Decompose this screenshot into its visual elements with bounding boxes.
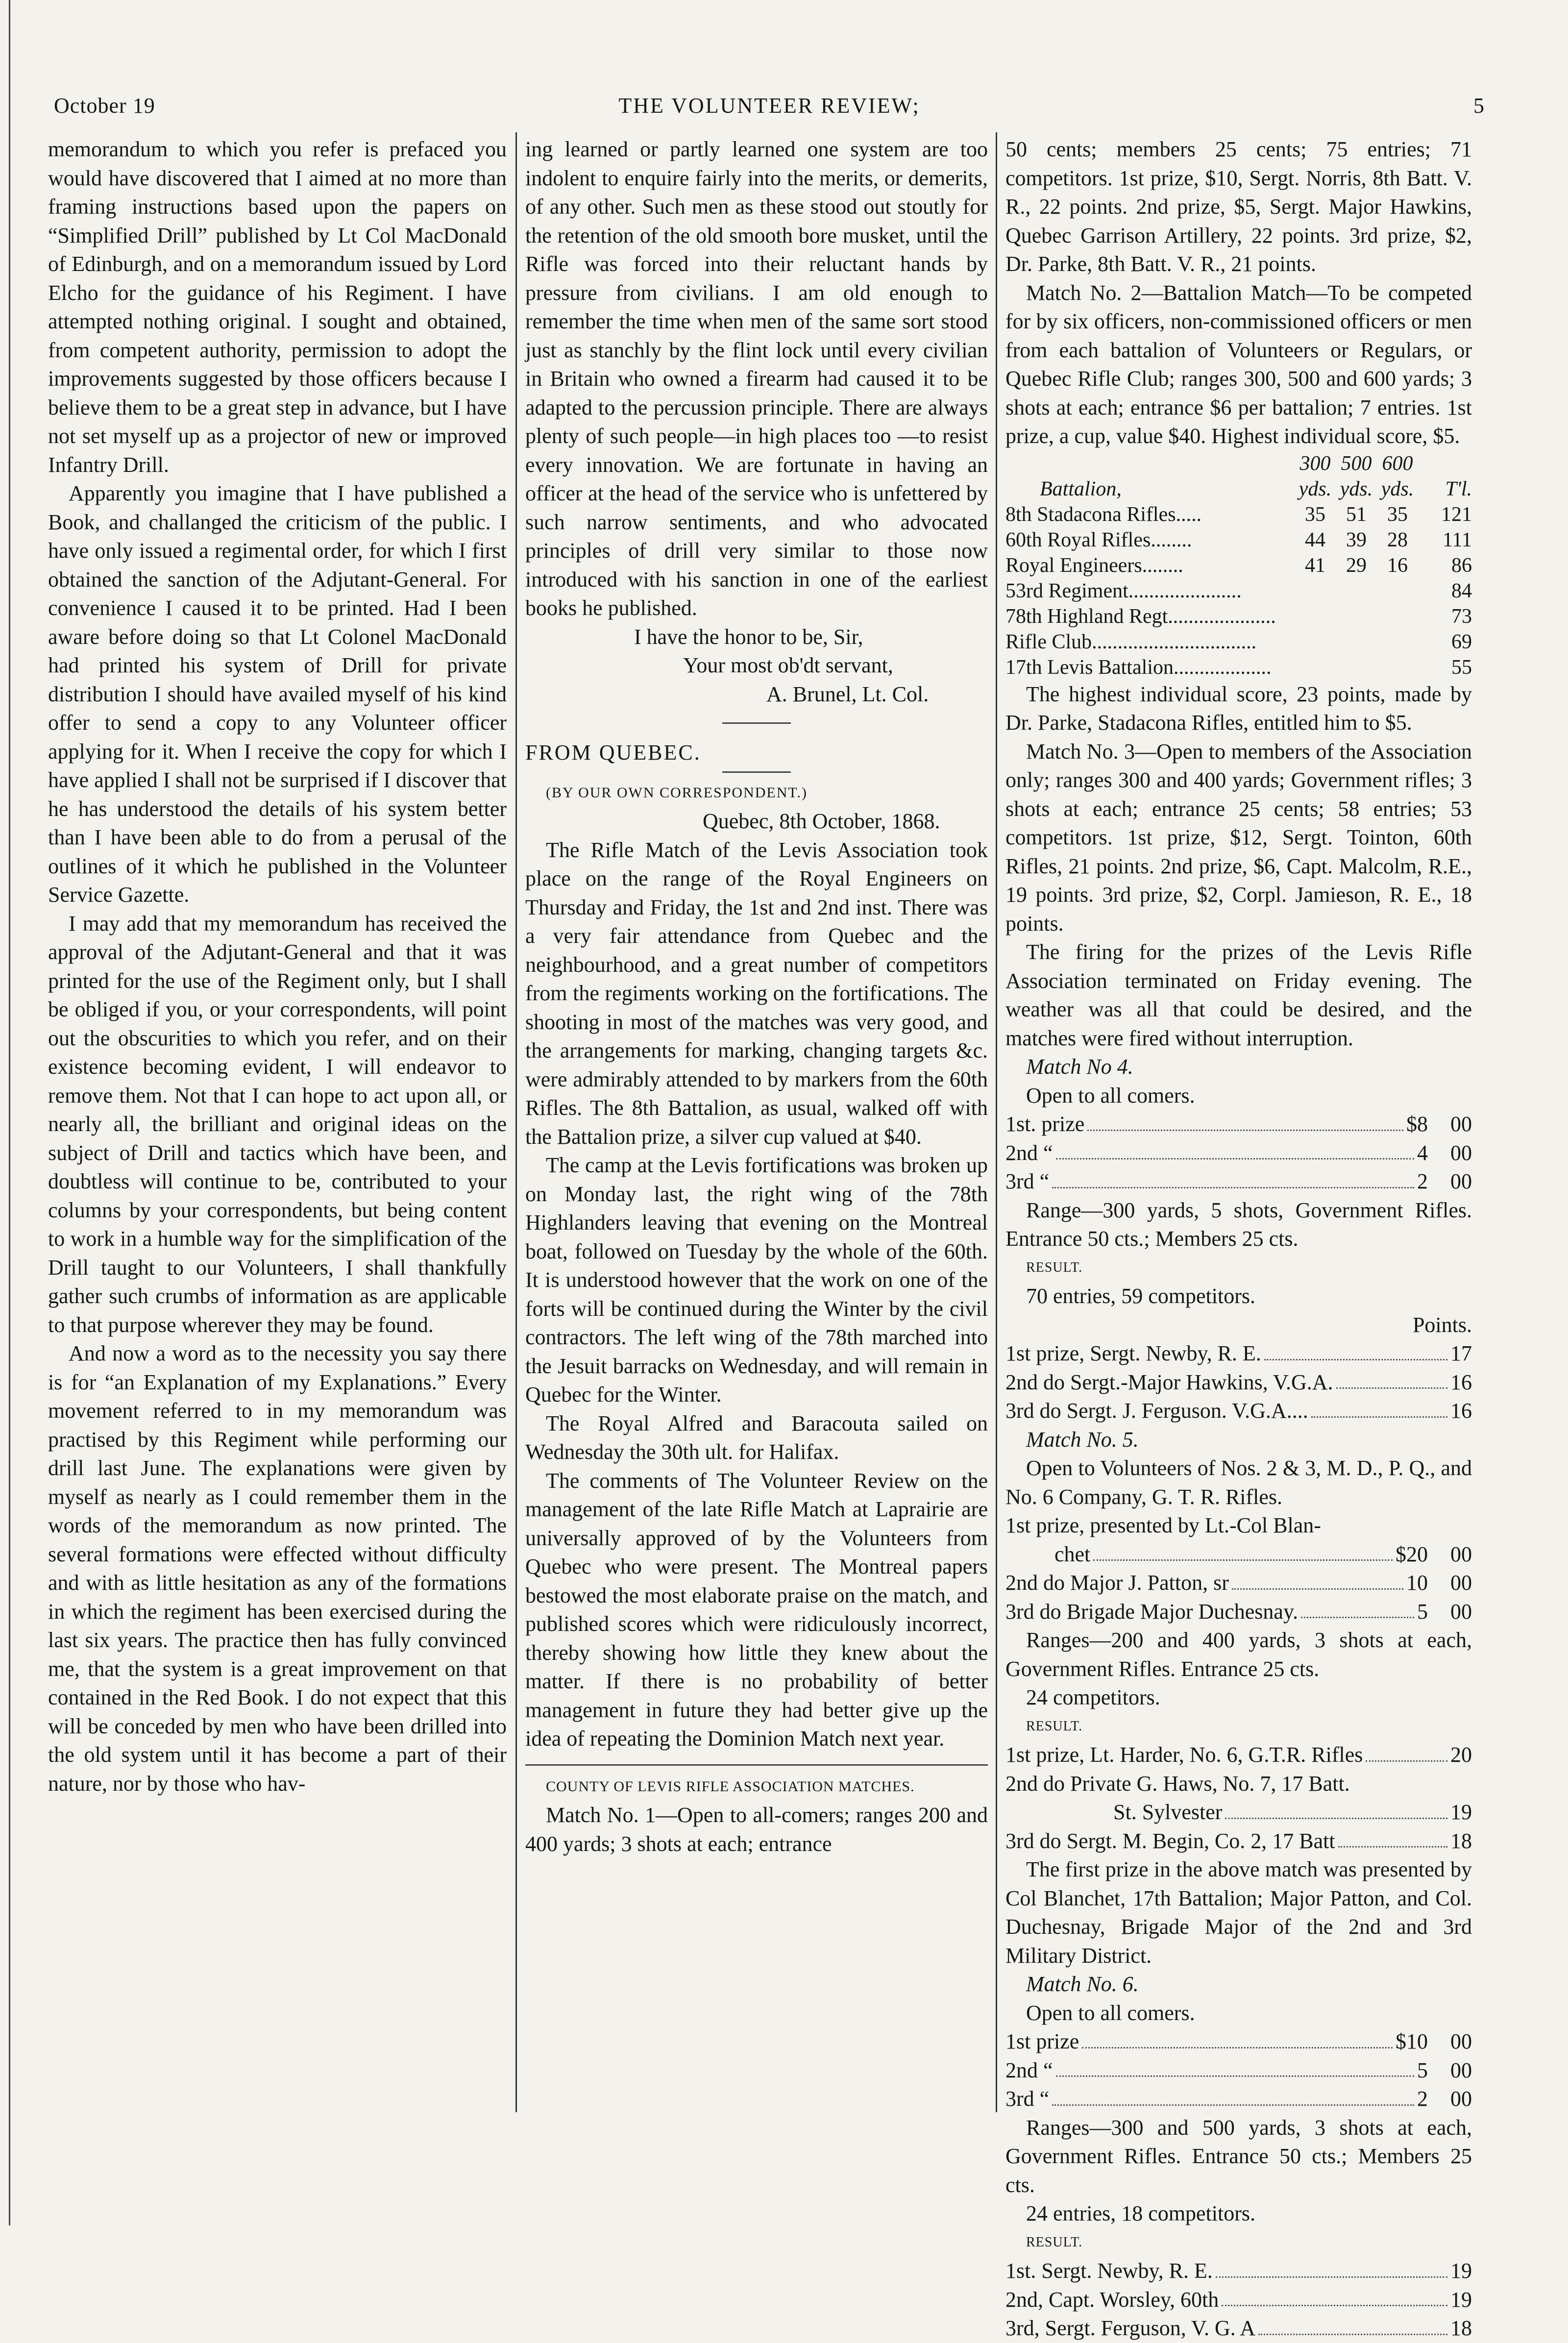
prize-line [1005,2056,1472,2085]
result-heading: RESULT. [1026,2234,1083,2250]
paragraph: I may add that my memorandum has received the approval of the Adjutant-General and that it was printed for the use of the Regiment only, but I shall be obliged if you, or your correspondents, will point out the obscurities to which you refer, and on their existence becoming evident, I will endeavor to remove them. Not that I can hope to act upon all, or nearly all, the brilliant and original ideas on the subject of Drill and tactics which have been, and doubtless will continue to be, contributed to your columns by your correspondents, but being content to work in a humble way for the simplification of the Drill taught to our Volunteers, I shall thankfully gather such crumbs of information as are applicable to that purpose wherever they may be found. [48,911,507,1337]
prize-line [1005,1167,1472,1196]
result-points: 18 [1450,1828,1472,1853]
table-cell: 51 [1346,503,1367,526]
dot-leader [1222,2286,1447,2307]
prize-cents: 00 [1450,1169,1472,1193]
table-cell: Royal Engineers........ [1005,554,1183,577]
dot-leader [1336,1368,1447,1389]
paragraph: Match No. 2—Battalion Match—To be competed for by six officers, non-commissioned officers or men from each battalion of Volunteers or Regulars, or Quebec Rifle Club; ranges 300, 500 and 600 yards; 3 shots at each; entrance $6 per battalion; 7 entries. 1st prize, a cup, value $40. Highest individual score, $5. [1005,280,1472,448]
paragraph: Match No. 3—Open to members of the Association only; ranges 300 and 400 yards; Government rifles; 3 shots at each; entrance 25 cents; 58 entries; 53 competitors. 1st prize, $12, Sergt. Tointon, 60th Rifles, 21 points. 2nd prize, $6, Capt. Malcolm, R.E., 19 points. 3rd prize, $2, Corpl. Jamieson, R. E., 18 points. [1005,739,1472,936]
result-label: 1st prize, Sergt. Newby, R. E. [1005,1341,1261,1365]
table-row [1005,629,1472,655]
prize-cents: 00 [1450,1599,1472,1624]
result-points: 19 [1450,1800,1472,1824]
result-points: 16 [1450,1399,1472,1423]
paragraph: The Royal Alfred and Baracouta sailed on Wednesday the 30th ult. for Halifax. [525,1411,988,1464]
table-cell: 84 [1451,579,1472,602]
table-cell: 8th Stadacona Rifles..... [1005,503,1202,526]
table-row [1005,578,1472,604]
dot-leader [1052,1167,1414,1188]
header-date: October 19 [54,94,155,118]
result-label: 2nd, Capt. Worsley, 60th [1005,2287,1219,2312]
match-title: Match No 4. [1026,1055,1133,1079]
result-line [1005,1397,1472,1426]
letter-signature: A. Brunel, Lt. Col. [766,682,929,706]
prize-label: 3rd “ [1005,2087,1050,2111]
dot-leader [1366,1741,1447,1762]
dot-leader [1225,1798,1447,1819]
letter-closing: Your most ob'dt servant, [683,653,893,677]
prize-label: 1st prize, presented by Lt.-Col Blan- [1005,1513,1321,1537]
prize-label: 1st. prize [1005,1112,1085,1136]
prize-cents: 00 [1450,2087,1472,2111]
match-title: Match No. 5. [1026,1427,1139,1452]
table-header-cell: T'l. [1445,477,1472,500]
paragraph: memorandum to which you refer is prefaced you would have discovered that I aimed at no more than framing instructions based upon the papers on “Simplified Drill” published by Lt Col MacDonald of Edinburgh, and on a memorandum issued by Lord Elcho for the guidance of his Regiment. I have attempted nothing original. I sought and obtained, from competent authority, permission to adopt the improvements suggested by those officers because I believe them to be a great step in advance, but I have not set myself up as a projector of new or improved Infantry Drill. [48,137,507,477]
column-divider [996,132,997,2112]
result-line [1005,2314,1472,2343]
prize-cents: 00 [1450,2058,1472,2082]
match-eligibility: Open to all comers. [1026,1083,1195,1108]
result-line [1005,1368,1472,1397]
paragraph: The first prize in the above match was presented by Col Blanchet, 17th Battalion; Major Patton, and Col. Duchesnay, Brigade Major of the 2nd and 3rd Military District. [1005,1857,1472,1968]
match-entries: 70 entries, 59 competitors. [1026,1284,1256,1308]
result-label: 2nd do Sergt.-Major Hawkins, V.G.A. [1005,1370,1333,1394]
page-header [54,93,1485,127]
prize-line [1005,1540,1472,1569]
table-header-cell: 300 yds. [1298,452,1332,500]
column-2 [525,135,988,1858]
paragraph: The firing for the prizes of the Levis Rifle Association terminated on Friday evening. The weather was all that could be desired, and the matches were fired without interruption. [1005,940,1472,1050]
prize-cents: 00 [1450,2029,1472,2053]
result-points: 20 [1450,1743,1472,1767]
paragraph: The highest individual score, 23 points, made by Dr. Parke, Stadacona Rifles, entitled him to $5. [1005,682,1472,735]
dot-leader [1056,2056,1414,2077]
table-header-cell: Battalion, [1040,477,1122,500]
paragraph: Match No. 1—Open to all-comers; ranges 200 and 400 yards; 3 shots at each; entrance [525,1803,988,1856]
dot-leader [1232,1569,1403,1590]
table-cell: 16 [1387,554,1408,577]
result-points: 19 [1450,2259,1472,2283]
prize-label: 2nd “ [1005,2058,1053,2082]
page-edge [9,0,10,2225]
prize-cents: 00 [1450,1542,1472,1566]
paragraph: ing learned or partly learned one system are too indolent to enquire fairly into the merits, or demerits, of any other. Such men as these stood out stoutly for the retention of the old smooth bore musket, until the Rifle was forced into their reluctant hands by pressure from civilians. I am old enough to remember the time when men of the same sort stood just as stanchly by the flint lock until every civilian in Britain who owned a firearm had caused it to be adapted to the percussion principle. There are always plenty of such people—in high places too —to resist every innovation. We are fortunate in having an officer at the head of the service who is unfettered by such narrow sentiments, and who advocated principles of drill very similar to those now introduced with his sanction in one of the earliest books he published. [525,137,988,620]
points-heading: Points. [1412,1312,1472,1337]
column-1 [48,135,507,1798]
table-cell: 44 [1305,528,1325,551]
table-cell: 86 [1451,554,1472,577]
dot-leader [1216,2257,1447,2278]
result-points: 16 [1450,1370,1472,1394]
prize-label: 2nd do Major J. Patton, sr [1005,1571,1229,1595]
table-cell: 73 [1451,605,1472,628]
page-number: 5 [1473,94,1485,118]
prize-amount: 5 [1417,2058,1428,2082]
column-divider [515,132,517,2112]
result-points: 18 [1450,2316,1472,2340]
match-range: Range—300 yards, 5 shots, Government Rifles. Entrance 50 cts.; Members 25 cts. [1005,1198,1472,1251]
result-line [1005,1798,1472,1827]
prize-amount: 4 [1417,1140,1428,1165]
separator-rule [525,1764,988,1766]
prize-line [1005,2027,1472,2056]
result-line [1005,1741,1472,1770]
prize-label: 3rd do Brigade Major Duchesnay. [1005,1599,1298,1624]
dot-leader [1082,2027,1393,2048]
paragraph: Apparently you imagine that I have published a Book, and challanged the criticism of the public. I have only issued a regimental order, for which I first obtained the sanction of the Adjutant-General. For convenience I caused it to be printed. Had I been aware before doing so that Lt Colonel MacDonald had printed his system of Drill for private distribution I should have availed myself of his kind offer to send a copy to any Volunteer officer applying for it. When I receive the copy for which I have applied I shall not be surprised if I discover that he has understood the details of his system better than I have been able to do from a perusal of the outlines of it which he published in the Volunteer Service Gazette. [48,481,507,907]
result-points: 19 [1450,2287,1472,2312]
prize-cents: 00 [1450,1112,1472,1136]
prize-line [1005,1598,1472,1627]
prize-line [1005,1569,1472,1598]
dot-leader [1087,1110,1403,1131]
prize-label: 2nd “ [1005,1140,1053,1165]
article-heading: FROM QUEBEC. [525,740,701,765]
match-eligibility: Open to Volunteers of Nos. 2 & 3, M. D., P. Q., and No. 6 Company, G. T. R. Rifles. [1005,1456,1472,1509]
result-line [1005,2257,1472,2286]
table-cell: 60th Royal Rifles........ [1005,528,1192,551]
result-heading: RESULT. [1026,1718,1083,1734]
dot-leader [1258,2314,1447,2335]
result-label: 3rd, Sergt. Ferguson, V. G. A [1005,2316,1256,2340]
table-row [1005,553,1472,578]
result-label: 3rd do Sergt. J. Ferguson. V.G.A.... [1005,1399,1308,1423]
result-heading: RESULT. [1026,1259,1083,1275]
result-line [1005,1339,1472,1368]
result-label: 2nd do Private G. Haws, No. 7, 17 Batt. [1005,1771,1350,1796]
match-eligibility: Open to all comers. [1026,2000,1195,2025]
prize-label: 3rd “ [1005,1169,1050,1193]
separator-rule [722,771,791,773]
prize-amount: 5 [1417,1599,1428,1624]
section-subheading: COUNTY OF LEVIS RIFLE ASSOCIATION MATCHES. [546,1778,915,1795]
result-label: St. Sylvester [1113,1800,1223,1824]
table-cell: 35 [1305,503,1325,526]
result-label: 1st prize, Lt. Harder, No. 6, G.T.R. Rifles [1005,1743,1363,1767]
header-title: THE VOLUNTEER REVIEW; [618,94,920,118]
dot-leader [1338,1827,1447,1848]
table-cell: 41 [1305,554,1325,577]
match-range: Ranges—300 and 500 yards, 3 shots at each, Government Rifles. Entrance 50 cts.; Members 25 cts. [1005,2115,1472,2197]
prize-amount: $20 [1396,1542,1428,1566]
match-title: Match No. 6. [1026,1972,1139,1996]
table-header-cell: 500 yds. [1340,452,1373,500]
match-entries: 24 entries, 18 competitors. [1026,2201,1256,2225]
dot-leader [1056,1139,1414,1160]
paragraph: 50 cents; members 25 cents; 75 entries; 71 competitors. 1st prize, $10, Sergt. Norris, 8th Batt. V. R., 22 points. 2nd prize, $5, Sergt. Major Hawkins, Quebec Garrison Artillery, 22 points. 3rd prize, $2, Dr. Parke, 8th Batt. V. R., 21 points. [1005,137,1472,276]
battalion-score-table [1005,451,1472,680]
prize-label: chet [1054,1542,1091,1566]
prize-amount: $10 [1396,2029,1428,2053]
prize-cents: 00 [1450,1571,1472,1595]
result-line [1005,1827,1472,1856]
table-header-cell: 600 yds. [1381,452,1414,500]
paragraph: The camp at the Levis fortifications was broken up on Monday last, the right wing of the 78th Highlanders leaving that evening on the Montreal boat, followed on Tuesday by the whole of the 60th. It is understood however that the work on one of the forts will be continued during the Winter by the civil contractors. The left wing of the 78th marched into the Jesuit barracks on Wednesday, and will remain in Quebec for the Winter. [525,1153,988,1406]
table-header-row [1005,451,1472,502]
dot-leader [1052,2085,1414,2106]
dot-leader [1264,1339,1447,1360]
prize-amount: $8 [1406,1112,1428,1136]
table-cell: 39 [1346,528,1367,551]
table-row [1005,502,1472,527]
table-cell: 35 [1387,503,1408,526]
prize-line [1005,1110,1472,1139]
article-byline: (BY OUR OWN CORRESPONDENT.) [546,784,808,801]
paragraph: The Rifle Match of the Levis Association took place on the range of the Royal Engineers on Thursday and Friday, the 1st and 2nd inst. There was a very fair attendance from Quebec and the neighbourhood, and a great number of competitors from the regiments working on the fortifications. The shooting in most of the matches was very good, and the arrangements for marking, changing targets &c. were admirably attended to by markers from the 60th Rifles. The 8th Battalion, as usual, walked off with the Battalion prize, a silver cup valued at $40. [525,838,988,1149]
result-line [1005,2286,1472,2315]
table-cell: 55 [1451,656,1472,679]
dot-leader [1301,1598,1414,1619]
match-range: Ranges—200 and 400 yards, 3 shots at each, Government Rifles. Entrance 25 cts. [1005,1628,1472,1681]
letter-closing: I have the honor to be, Sir, [634,624,863,649]
table-row [1005,527,1472,553]
article-dateline: Quebec, 8th October, 1868. [703,809,940,833]
table-cell: 28 [1387,528,1408,551]
prize-line [1005,2085,1472,2114]
prize-label: 1st prize [1005,2029,1079,2053]
prize-amount: 2 [1417,2087,1428,2111]
separator-rule [722,722,791,724]
table-row [1005,604,1472,629]
table-row [1005,655,1472,680]
prize-amount: 10 [1406,1571,1428,1595]
table-cell: 121 [1441,503,1472,526]
result-label: 3rd do Sergt. M. Begin, Co. 2, 17 Batt [1005,1828,1335,1853]
table-cell: 29 [1346,554,1367,577]
paragraph: And now a word as to the necessity you say there is for “an Explanation of my Explanations.” Every movement referred to in my memorandum was practised by this Regiment while performing our drill last June. The explanations were given by myself as nearly as I could remember them in the words of the memorandum as now printed. The several formations were effected without difficulty and with as little hesitation as any of the formations in which the regiment has been exercised during the last six years. The practice then has fully convinced me, that the system is a great improvement on that contained in the Red Book. I do not expect that this will be conceded by men who have been drilled into the old system until it has become a part of their nature, nor by those who hav- [48,1341,507,1796]
result-points: 17 [1450,1341,1472,1365]
prize-cents: 00 [1450,1140,1472,1165]
dot-leader [1093,1540,1393,1561]
prize-amount: 2 [1417,1169,1428,1193]
match-entries: 24 competitors. [1026,1685,1160,1709]
table-cell: Rifle Club................................ [1005,630,1257,653]
dot-leader [1311,1397,1447,1418]
prize-line [1005,1139,1472,1168]
table-cell: 78th Highland Regt..................... [1005,605,1276,628]
result-label: 1st. Sergt. Newby, R. E. [1005,2259,1213,2283]
paragraph: The comments of The Volunteer Review on the management of the late Rifle Match at Laprairie are universally approved of by the Volunteers from Quebec who were present. The Montreal papers bestowed the most elaborate praise on the match, and published scores which were ridiculously incorrect, thereby showing how little they knew about the matter. If there is no probability of better management in future they had better give up the idea of repeating the Dominion Match next year. [525,1468,988,1751]
table-cell: 69 [1451,630,1472,653]
table-cell: 17th Levis Battalion................... [1005,656,1272,679]
table-cell: 111 [1443,528,1472,551]
column-3 [1005,135,1472,2343]
table-cell: 53rd Regiment...................... [1005,579,1242,602]
